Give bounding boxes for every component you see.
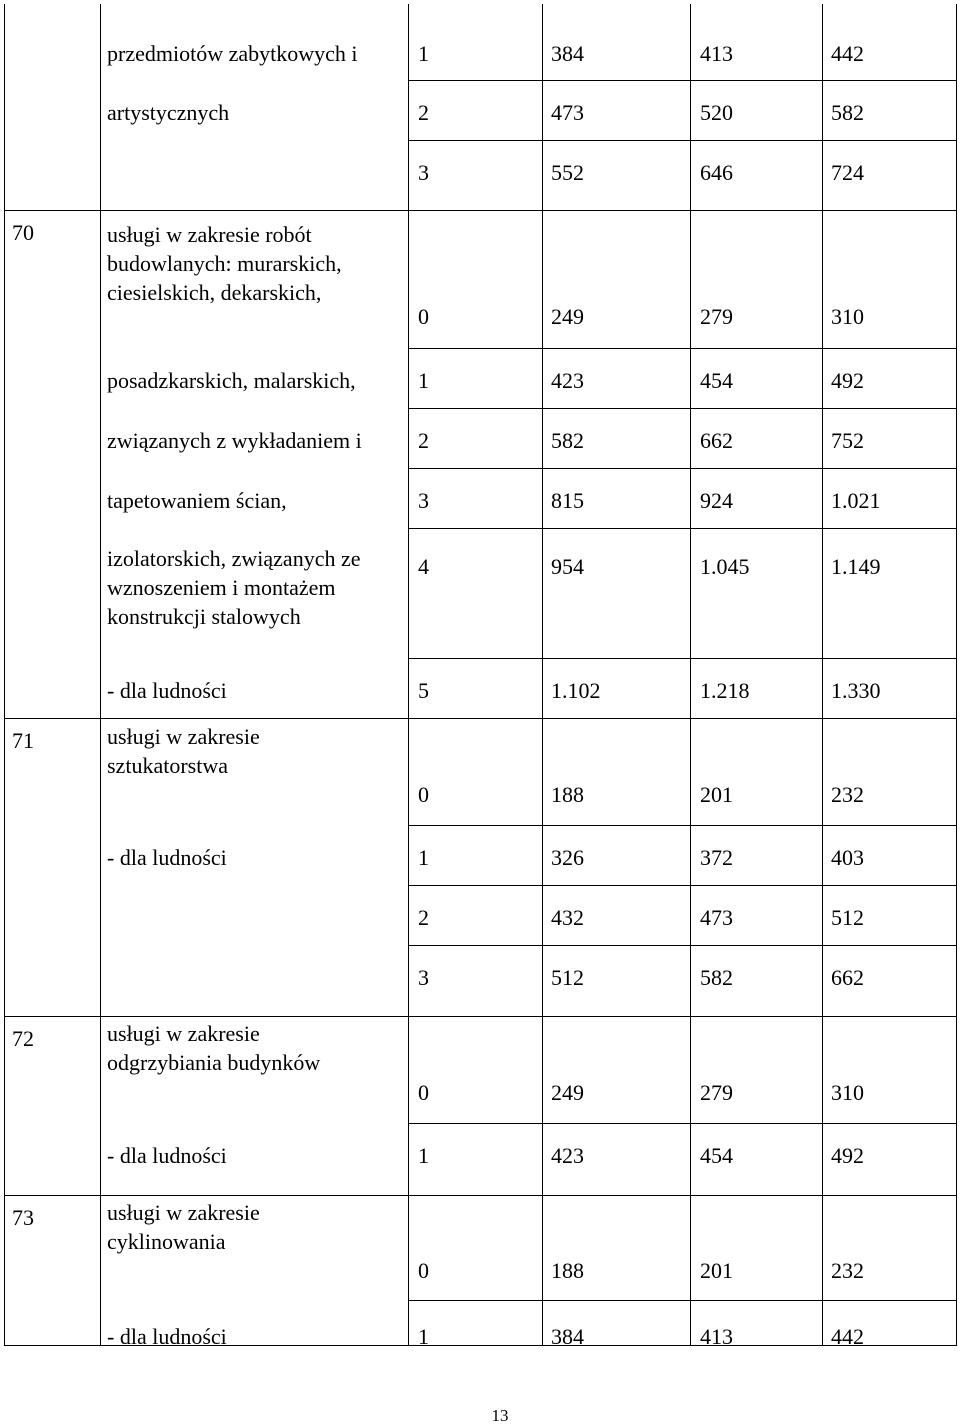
fee-value: 1.149: [831, 554, 881, 579]
table-vertical-rule: [956, 4, 957, 1345]
class-number: 1: [418, 1324, 429, 1349]
row-description: związanych z wykładaniem i: [107, 428, 362, 453]
fee-value: 249: [551, 1080, 584, 1105]
fee-value: 188: [551, 1258, 584, 1283]
row-description: - dla ludności: [107, 845, 227, 870]
fee-value: 512: [831, 905, 864, 930]
page-number: 13: [491, 1406, 509, 1425]
fee-value: 372: [700, 845, 733, 870]
value-row-separator: [408, 140, 957, 141]
class-number: 1: [418, 1143, 429, 1168]
fee-value: 924: [700, 488, 733, 513]
fee-value: 413: [700, 41, 733, 66]
fee-value: 492: [831, 1143, 864, 1168]
fee-value: 662: [831, 965, 864, 990]
fee-value: 512: [551, 965, 584, 990]
fee-value: 1.021: [831, 488, 881, 513]
value-row-separator: [408, 1300, 957, 1301]
row-description: - dla ludności: [107, 678, 227, 703]
class-number: 3: [418, 160, 429, 185]
row-description: - dla ludności: [107, 1324, 227, 1349]
value-row-separator: [408, 945, 957, 946]
class-number: 1: [418, 368, 429, 393]
fee-value: 232: [831, 782, 864, 807]
fee-value: 201: [700, 782, 733, 807]
row-description: artystycznych: [107, 100, 230, 125]
group-separator: [4, 210, 957, 211]
fee-value: 662: [700, 428, 733, 453]
value-row-separator: [408, 408, 957, 409]
fee-value: 492: [831, 368, 864, 393]
table-vertical-rule: [408, 4, 409, 1345]
fee-value: 326: [551, 845, 584, 870]
class-number: 2: [418, 100, 429, 125]
fee-value: 310: [831, 304, 864, 329]
fee-value: 432: [551, 905, 584, 930]
group-separator: [4, 718, 957, 719]
value-row-separator: [408, 825, 957, 826]
fee-value: 454: [700, 368, 733, 393]
fee-value: 1.218: [700, 678, 750, 703]
row-description: izolatorskich, związanych ze: [107, 546, 361, 571]
row-description: usługi w zakresie: [107, 724, 260, 749]
row-description: cyklinowania: [107, 1229, 226, 1254]
class-number: 0: [418, 304, 429, 329]
fee-value: 423: [551, 368, 584, 393]
value-row-separator: [408, 80, 957, 81]
fee-value: 279: [700, 304, 733, 329]
class-number: 2: [418, 905, 429, 930]
class-number: 0: [418, 1080, 429, 1105]
value-row-separator: [408, 658, 957, 659]
row-description: przedmiotów zabytkowych i: [107, 41, 358, 66]
value-row-separator: [408, 885, 957, 886]
fee-value: 1.045: [700, 554, 750, 579]
class-number: 3: [418, 965, 429, 990]
fee-value: 582: [831, 100, 864, 125]
table-vertical-rule: [542, 4, 543, 1345]
row-description: usługi w zakresie robót: [107, 222, 312, 247]
row-description: odgrzybiania budynków: [107, 1050, 321, 1075]
row-description: sztukatorstwa: [107, 753, 228, 778]
value-row-separator: [408, 1123, 957, 1124]
value-row-separator: [408, 348, 957, 349]
fee-value: 423: [551, 1143, 584, 1168]
row-description: posadzkarskich, malarskich,: [107, 368, 356, 393]
fee-value: 582: [551, 428, 584, 453]
class-number: 1: [418, 41, 429, 66]
fee-value: 413: [700, 1324, 733, 1349]
group-number: 73: [12, 1205, 34, 1230]
fee-value: 1.330: [831, 678, 881, 703]
table-vertical-rule: [690, 4, 691, 1345]
fee-value: 520: [700, 100, 733, 125]
fee-value: 454: [700, 1143, 733, 1168]
fee-value: 232: [831, 1258, 864, 1283]
fee-value: 473: [700, 905, 733, 930]
row-description: budowlanych: murarskich,: [107, 251, 342, 276]
fee-value: 473: [551, 100, 584, 125]
fee-value: 310: [831, 1080, 864, 1105]
fee-value: 954: [551, 554, 584, 579]
group-number: 70: [12, 220, 34, 245]
fee-value: 552: [551, 160, 584, 185]
group-separator: [4, 1016, 957, 1017]
group-number: 71: [12, 728, 34, 753]
row-description: usługi w zakresie: [107, 1200, 260, 1225]
group-separator: [4, 1195, 957, 1196]
class-number: 2: [418, 428, 429, 453]
fee-value: 582: [700, 965, 733, 990]
class-number: 5: [418, 678, 429, 703]
table-vertical-rule: [100, 4, 101, 1345]
fee-value: 1.102: [551, 678, 601, 703]
class-number: 4: [418, 554, 429, 579]
value-row-separator: [408, 468, 957, 469]
value-row-separator: [408, 528, 957, 529]
class-number: 1: [418, 845, 429, 870]
group-number: 72: [12, 1026, 34, 1051]
fee-value: 249: [551, 304, 584, 329]
row-description: konstrukcji stalowych: [107, 604, 301, 629]
fee-value: 384: [551, 1324, 584, 1349]
class-number: 0: [418, 782, 429, 807]
fee-value: 815: [551, 488, 584, 513]
row-description: usługi w zakresie: [107, 1021, 260, 1046]
class-number: 3: [418, 488, 429, 513]
fee-value: 201: [700, 1258, 733, 1283]
fee-value: 724: [831, 160, 864, 185]
row-description: ciesielskich, dekarskich,: [107, 280, 322, 305]
row-description: wznoszeniem i montażem: [107, 575, 336, 600]
fee-value: 279: [700, 1080, 733, 1105]
class-number: 0: [418, 1258, 429, 1283]
fee-value: 752: [831, 428, 864, 453]
fee-value: 646: [700, 160, 733, 185]
row-description: tapetowaniem ścian,: [107, 488, 287, 513]
fee-value: 188: [551, 782, 584, 807]
table-vertical-rule: [822, 4, 823, 1345]
table-vertical-rule: [4, 4, 5, 1345]
fee-value: 403: [831, 845, 864, 870]
fee-value: 442: [831, 41, 864, 66]
row-description: - dla ludności: [107, 1143, 227, 1168]
fee-value: 384: [551, 41, 584, 66]
fee-value: 442: [831, 1324, 864, 1349]
